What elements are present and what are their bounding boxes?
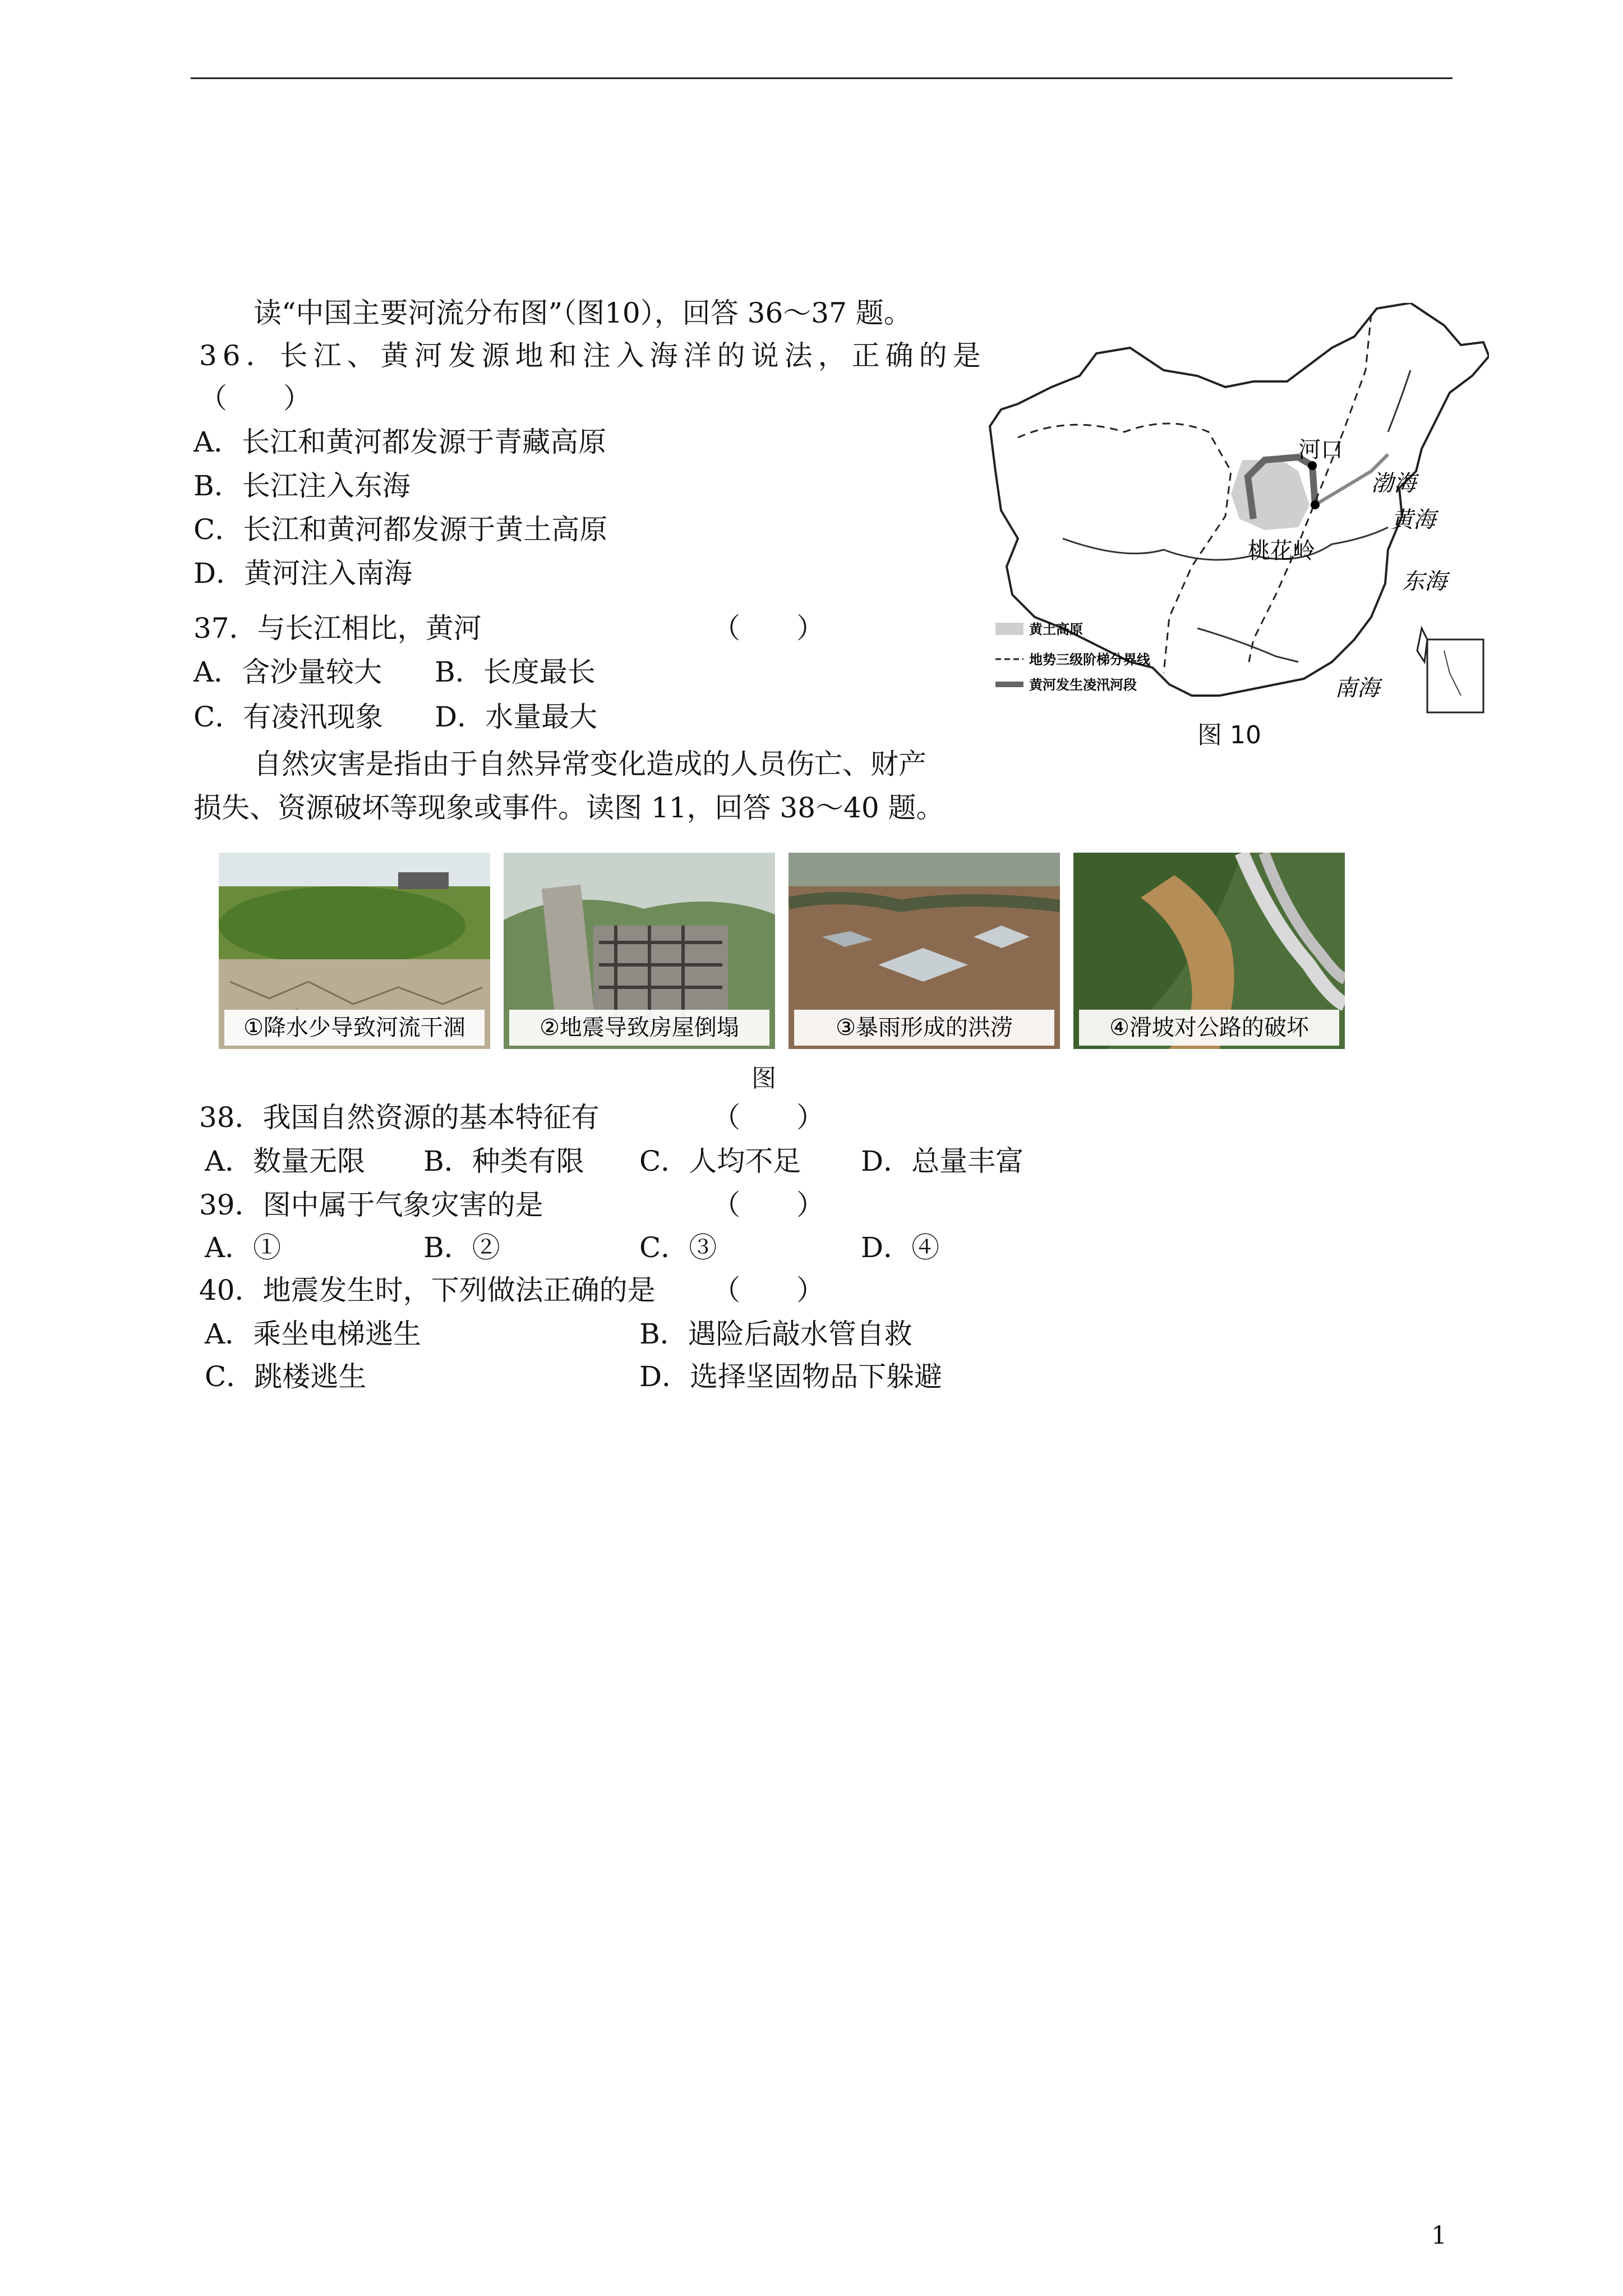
taohualing-point: [1311, 500, 1320, 509]
label-donghai: 东海: [1402, 569, 1447, 595]
pearl-river: [1197, 628, 1298, 662]
q36-paren: （ ）: [199, 382, 311, 415]
q37-option-a: A．含沙量较大: [193, 656, 382, 688]
photo-flood: [789, 853, 1060, 1049]
photo-drought: [219, 853, 490, 1049]
q40-stem: 40．地震发生时，下列做法正确的是: [199, 1274, 656, 1306]
q40-option-a: A．乘坐电梯逃生: [205, 1318, 422, 1350]
q39-option-b: B．②: [423, 1231, 500, 1264]
label-nanhai: 南海: [1335, 675, 1380, 701]
q36-option-b: B．长江注入东海: [193, 470, 411, 502]
photo-earthquake: [504, 853, 775, 1049]
yangtze-river: [1063, 527, 1388, 560]
intro-text-1: 读“中国主要河流分布图”（图10），回答 36～37 题。: [253, 297, 912, 329]
legend-loess-text: 黄土高原: [1029, 622, 1083, 637]
label-hekou: 河口: [1298, 437, 1343, 463]
figure-10-caption: 图 10: [1197, 721, 1261, 749]
q38-option-b: B．种类有限: [423, 1145, 584, 1177]
q39-option-d: D．④: [861, 1231, 940, 1264]
q36-option-a: A．长江和黄河都发源于青藏高原: [193, 426, 607, 458]
photo-landslide: [1073, 853, 1345, 1049]
q36-option-c: C．长江和黄河都发源于黄土高原: [193, 513, 608, 546]
figure-11-caption: 图: [751, 1064, 776, 1093]
northeast-river: [1388, 370, 1410, 432]
intro-text-2b: 损失、资源破坏等现象或事件。读图 11，回答 38～40 题。: [193, 792, 944, 824]
q37-option-b: B．长度最长: [435, 656, 596, 688]
header-rule: [191, 77, 1453, 79]
q38-paren: （ ）: [712, 1101, 824, 1134]
q38-option-d: D．总量丰富: [861, 1145, 1024, 1177]
q38-option-a: A．数量无限: [205, 1145, 366, 1177]
china-river-map: [984, 303, 1489, 752]
q36-option-d: D．黄河注入南海: [193, 557, 413, 590]
photo-flood-caption: ③暴雨形成的洪涝: [794, 1010, 1054, 1046]
q40-option-b: B．遇险后敲水管自救: [639, 1318, 912, 1350]
q38-option-c: C．人均不足: [639, 1145, 801, 1177]
inset-islands: [1444, 651, 1461, 696]
label-huanghai: 黄海: [1391, 507, 1436, 533]
q40-option-c: C．跳楼逃生: [205, 1360, 367, 1393]
q39-paren: （ ）: [712, 1189, 824, 1221]
disaster-photos: [219, 853, 1352, 1049]
photo-earthquake-caption: ②地震导致房屋倒塌: [509, 1010, 769, 1046]
legend-boundary-text: 地势三级阶梯分界线: [1029, 652, 1150, 668]
q40-option-d: D．选择坚固物品下躲避: [639, 1360, 943, 1393]
q39-option-c: C．③: [639, 1231, 717, 1264]
q40-paren: （ ）: [712, 1274, 824, 1306]
taiwan-island: [1417, 628, 1427, 662]
q39-stem: 39．图中属于气象灾害的是: [199, 1189, 543, 1221]
legend-loess-swatch: [995, 623, 1023, 635]
loess-plateau-area: [1231, 460, 1310, 530]
label-taohualing: 桃花岭: [1248, 538, 1315, 564]
page-number: 1: [1431, 2221, 1447, 2250]
south-china-sea-inset: [1427, 639, 1483, 712]
photo-landslide-caption: ④滑坡对公路的破坏: [1079, 1010, 1339, 1046]
q37-stem: 37．与长江相比，黄河: [193, 612, 482, 645]
q37-option-c: C．有凌汛现象: [193, 701, 384, 733]
q36-stem: 36．长江、黄河发源地和注入海洋的说法，正确的是: [199, 339, 986, 372]
legend-ice-flood-text: 黄河发生凌汛河段: [1029, 677, 1137, 693]
label-bohai: 渤海: [1371, 471, 1416, 496]
intro-text-2a: 自然灾害是指由于自然异常变化造成的人员伤亡、财产: [253, 748, 926, 780]
q37-paren: （ ）: [712, 612, 824, 645]
q37-option-d: D．水量最大: [435, 701, 598, 733]
china-map-drawing: [984, 303, 1489, 752]
q38-stem: 38．我国自然资源的基本特征有: [199, 1101, 600, 1134]
photo-drought-caption: ①降水少导致河流干涸: [224, 1010, 485, 1046]
q39-option-a: A．①: [205, 1231, 282, 1264]
